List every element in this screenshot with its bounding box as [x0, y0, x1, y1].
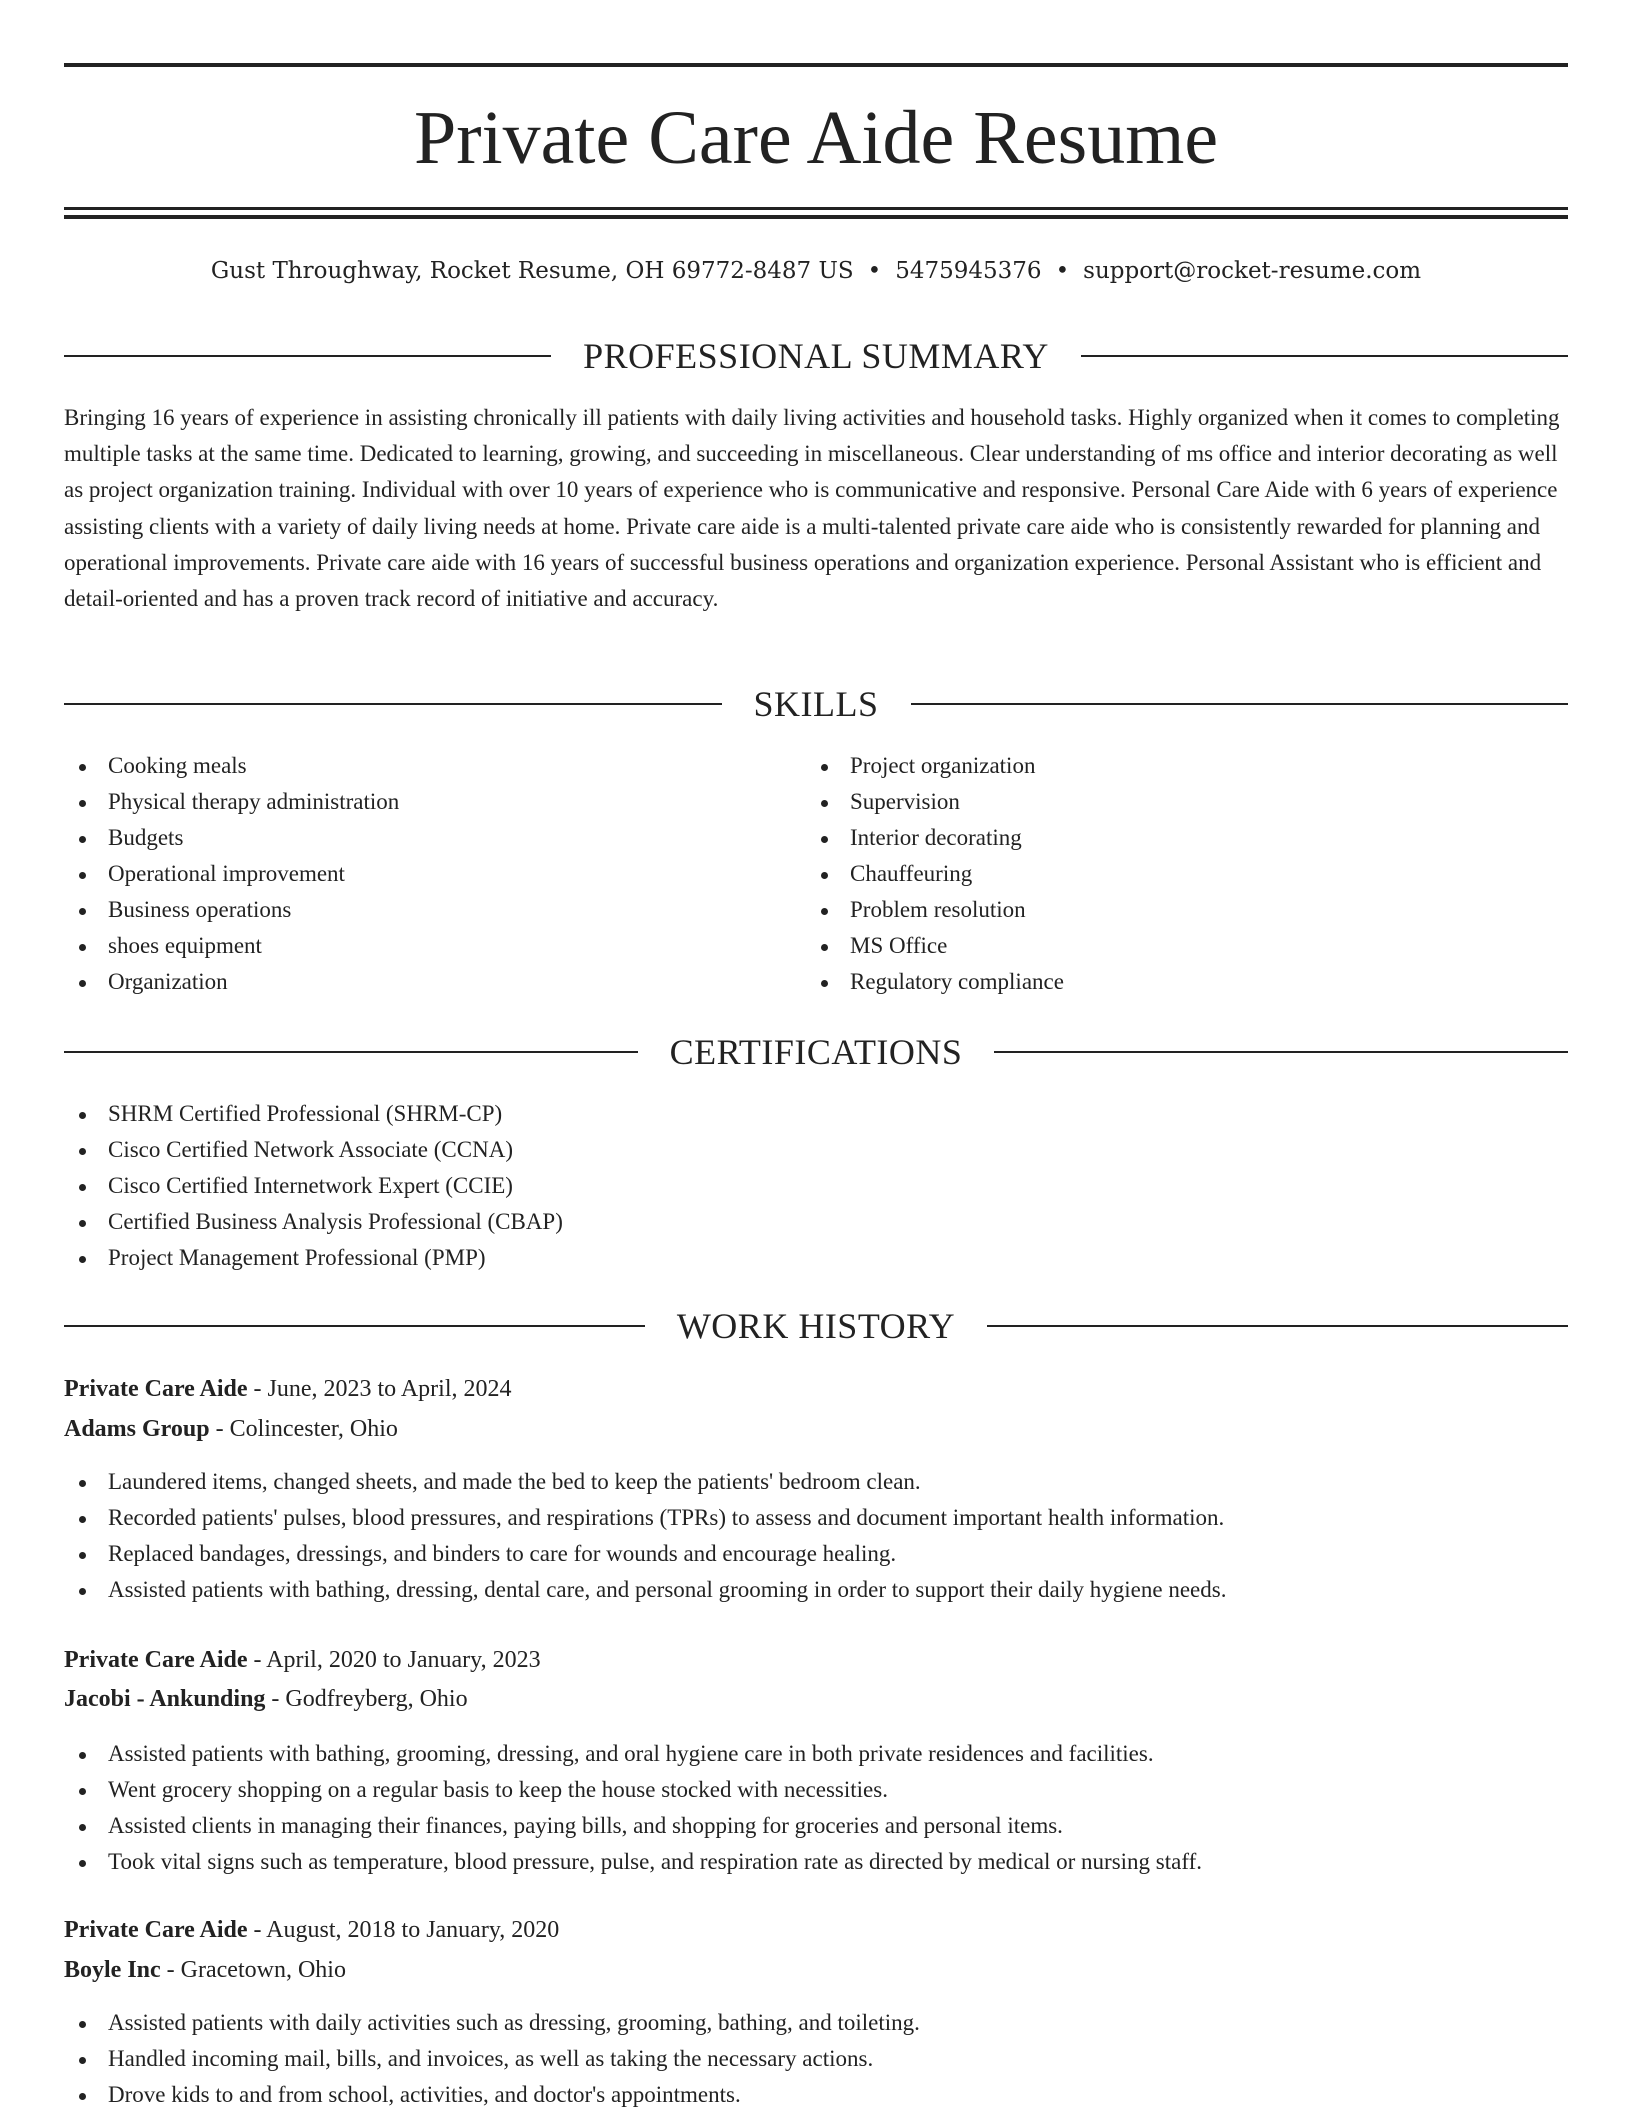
skill-item: Physical therapy administration [64, 784, 399, 820]
skills-list-right [806, 748, 1064, 1000]
job-duty-item: Took vital signs such as temperature, blood pressure, pulse, and respiration rate as directed by medical or nursing staff. [64, 1844, 1202, 1880]
heading-rule [994, 1051, 1568, 1053]
job-duty-item: Assisted patients with daily activities such as dressing, grooming, bathing, and toileting. [64, 2005, 920, 2041]
skill-item: Budgets [64, 820, 399, 856]
skills-list-left [64, 748, 399, 1000]
skill-item: Supervision [806, 784, 1064, 820]
job-title: Private Care Aide [64, 1917, 248, 1943]
job-location: - Godfreyberg, Ohio [265, 1686, 468, 1712]
section-title: PROFESSIONAL SUMMARY [583, 336, 1049, 376]
certification-item: Cisco Certified Internetwork Expert (CCIE) [64, 1168, 563, 1204]
job-dates: - April, 2020 to January, 2023 [247, 1647, 541, 1673]
job-duty-item: Recorded patients' pulses, blood pressures, and respirations (TPRs) to assess and document important health information. [64, 1500, 1226, 1536]
skill-item: Chauffeuring [806, 856, 1064, 892]
section-title: CERTIFICATIONS [669, 1032, 963, 1072]
skill-item: Operational improvement [64, 856, 399, 892]
contact-line [64, 254, 1568, 288]
job-duty-item: Assisted patients with bathing, dressing, dental care, and personal grooming in order to support their daily hygiene needs. [64, 1572, 1226, 1608]
top-rule [64, 63, 1568, 67]
certification-item: Project Management Professional (PMP) [64, 1240, 563, 1276]
title-rule-upper [64, 207, 1568, 210]
job-title-line [64, 1371, 512, 1407]
job-duty-item: Assisted clients in managing their finances, paying bills, and shopping for groceries and personal items. [64, 1808, 1202, 1844]
heading-rule [64, 355, 551, 357]
summary-paragraph: Bringing 16 years of experience in assisting chronically ill patients with daily living activities and household tasks. Highly organized when it comes to completing multiple tasks at the same time. Dedicated to learning, growing, and succeeding in miscellaneous. Clear understanding of ms office and interior decorating as well as project organization training. Individual with over 10 years of experience who is communicative and responsive. Personal Care Aide with 6 years of experience assisting clients with a variety of daily living needs at home. Private care aide is a multi-talented private care aide who is consistently rewarded for planning and operational improvements. Private care aide with 16 years of successful business operations and organization experience. Personal Assistant who is efficient and detail-oriented and has a proven track record of initiative and accuracy. [64, 405, 1560, 612]
job-title: Private Care Aide [64, 1647, 248, 1673]
certifications-list [64, 1096, 563, 1276]
heading-rule [911, 703, 1569, 705]
section-heading-work-history [64, 1304, 1568, 1348]
job-company-line [64, 1681, 468, 1717]
job-dates: - June, 2023 to April, 2024 [247, 1376, 512, 1402]
job-title-line [64, 1912, 559, 1948]
skill-item: Business operations [64, 892, 399, 928]
contact-separator: • [1055, 258, 1070, 284]
job-duties-list [64, 2005, 920, 2113]
job-title-line [64, 1642, 541, 1678]
job-duty-item: Handled incoming mail, bills, and invoices, as well as taking the necessary actions. [64, 2041, 920, 2077]
heading-rule [987, 1325, 1568, 1327]
job-duty-item: Drove kids to and from school, activities, and doctor's appointments. [64, 2077, 920, 2113]
heading-rule [64, 1051, 638, 1053]
job-company-line [64, 1411, 398, 1447]
section-title: WORK HISTORY [676, 1306, 956, 1346]
skill-item: Problem resolution [806, 892, 1064, 928]
title-rule-lower [64, 215, 1568, 219]
skill-item: Regulatory compliance [806, 964, 1064, 1000]
job-company-line [64, 1952, 346, 1988]
contact-separator: • [867, 258, 882, 284]
skill-item: Project organization [806, 748, 1064, 784]
contact-phone: 5475945376 [895, 258, 1042, 284]
job-location: - Gracetown, Ohio [160, 1957, 346, 1983]
job-company: Adams Group [64, 1416, 210, 1442]
section-heading-certifications [64, 1030, 1568, 1074]
job-company: Jacobi - Ankunding [64, 1686, 266, 1712]
resume-title: Private Care Aide Resume [413, 96, 1219, 180]
heading-rule [64, 703, 722, 705]
skill-item: shoes equipment [64, 928, 399, 964]
job-dates: - August, 2018 to January, 2020 [247, 1917, 560, 1943]
job-duties-list [64, 1464, 1226, 1608]
section-heading-summary [64, 334, 1568, 378]
skill-item: Organization [64, 964, 399, 1000]
heading-rule [64, 1325, 645, 1327]
section-heading-skills [64, 682, 1568, 726]
job-title: Private Care Aide [64, 1376, 248, 1402]
certification-item: Cisco Certified Network Associate (CCNA) [64, 1132, 563, 1168]
job-duty-item: Replaced bandages, dressings, and binders to care for wounds and encourage healing. [64, 1536, 1226, 1572]
section-title: SKILLS [753, 684, 879, 724]
job-location: - Colincester, Ohio [209, 1416, 398, 1442]
job-company: Boyle Inc [64, 1957, 161, 1983]
job-duties-list [64, 1736, 1202, 1880]
certification-item: Certified Business Analysis Professional (CBAP) [64, 1204, 563, 1240]
job-duty-item: Assisted patients with bathing, grooming, dressing, and oral hygiene care in both private residences and facilities. [64, 1736, 1202, 1772]
job-duty-item: Went grocery shopping on a regular basis to keep the house stocked with necessities. [64, 1772, 1202, 1808]
skill-item: MS Office [806, 928, 1064, 964]
contact-email: support@rocket-resume.com [1083, 258, 1422, 284]
heading-rule [1081, 355, 1568, 357]
contact-address: Gust Throughway, Rocket Resume, OH 69772-8487 US [210, 258, 854, 284]
job-duty-item: Laundered items, changed sheets, and made the bed to keep the patients' bedroom clean. [64, 1464, 1226, 1500]
certification-item: SHRM Certified Professional (SHRM-CP) [64, 1096, 563, 1132]
skill-item: Cooking meals [64, 748, 399, 784]
skill-item: Interior decorating [806, 820, 1064, 856]
